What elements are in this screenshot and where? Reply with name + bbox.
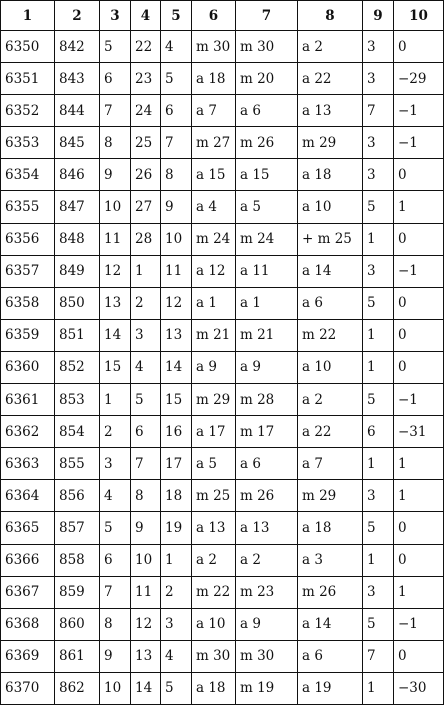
table-cell-col-6: m 22 xyxy=(192,576,236,608)
table-cell-col-6: m 27 xyxy=(192,127,236,159)
table-row xyxy=(1,255,444,287)
table-cell-col-4: 1 xyxy=(131,255,161,287)
table-row xyxy=(1,608,444,640)
table-cell-col-7: a 5 xyxy=(236,191,298,223)
table-cell-col-10: 1 xyxy=(394,191,444,223)
table-cell-col-5: 5 xyxy=(161,63,192,95)
table-cell-col-4: 28 xyxy=(131,223,161,255)
table-cell-col-3: 8 xyxy=(100,127,131,159)
table-cell-col-10: 1 xyxy=(394,480,444,512)
table-cell-col-1: 6363 xyxy=(1,448,55,480)
table-cell-col-6: m 30 xyxy=(192,640,236,672)
table-cell-col-8: a 2 xyxy=(298,31,363,63)
table-row xyxy=(1,512,444,544)
table-cell-col-9: 3 xyxy=(363,576,394,608)
table-cell-col-6: a 18 xyxy=(192,63,236,95)
table-cell-col-1: 6361 xyxy=(1,384,55,416)
table-row xyxy=(1,384,444,416)
table-cell-col-9: 5 xyxy=(363,608,394,640)
table-cell-col-4: 2 xyxy=(131,287,161,319)
table-cell-col-3: 6 xyxy=(100,544,131,576)
table-cell-col-3: 6 xyxy=(100,63,131,95)
table-cell-col-3: 9 xyxy=(100,159,131,191)
table-row xyxy=(1,287,444,319)
table-row xyxy=(1,448,444,480)
table-cell-col-8: m 29 xyxy=(298,480,363,512)
table-row xyxy=(1,159,444,191)
table-row xyxy=(1,640,444,672)
table-cell-col-1: 6355 xyxy=(1,191,55,223)
table-cell-col-2: 846 xyxy=(55,159,100,191)
table-cell-col-1: 6369 xyxy=(1,640,55,672)
table-cell-col-7: a 9 xyxy=(236,608,298,640)
table-cell-col-10: 0 xyxy=(394,319,444,351)
column-header-6: 6 xyxy=(192,1,236,31)
table-cell-col-3: 11 xyxy=(100,223,131,255)
table-cell-col-8: a 18 xyxy=(298,512,363,544)
table-cell-col-3: 12 xyxy=(100,255,131,287)
table-cell-col-6: a 4 xyxy=(192,191,236,223)
table-cell-col-3: 5 xyxy=(100,31,131,63)
table-cell-col-7: a 11 xyxy=(236,255,298,287)
table-cell-col-5: 17 xyxy=(161,448,192,480)
table-cell-col-3: 3 xyxy=(100,448,131,480)
table-cell-col-2: 843 xyxy=(55,63,100,95)
table-cell-col-7: a 2 xyxy=(236,544,298,576)
column-header-9: 9 xyxy=(363,1,394,31)
table-cell-col-6: a 5 xyxy=(192,448,236,480)
table-cell-col-7: m 23 xyxy=(236,576,298,608)
table-cell-col-5: 8 xyxy=(161,159,192,191)
table-cell-col-2: 845 xyxy=(55,127,100,159)
table-cell-col-8: m 22 xyxy=(298,319,363,351)
table-cell-col-4: 25 xyxy=(131,127,161,159)
table-cell-col-8: + m 25 xyxy=(298,223,363,255)
table-cell-col-5: 12 xyxy=(161,287,192,319)
table-cell-col-3: 4 xyxy=(100,480,131,512)
table-cell-col-2: 851 xyxy=(55,319,100,351)
table-cell-col-10: 0 xyxy=(394,512,444,544)
table-cell-col-10: −1 xyxy=(394,95,444,127)
table-cell-col-10: 0 xyxy=(394,159,444,191)
table-cell-col-9: 1 xyxy=(363,544,394,576)
table-cell-col-8: a 10 xyxy=(298,351,363,383)
table-cell-col-9: 7 xyxy=(363,95,394,127)
table-cell-col-5: 1 xyxy=(161,544,192,576)
table-cell-col-5: 10 xyxy=(161,223,192,255)
table-cell-col-7: a 6 xyxy=(236,448,298,480)
table-cell-col-5: 18 xyxy=(161,480,192,512)
table-cell-col-7: m 24 xyxy=(236,223,298,255)
table-cell-col-1: 6367 xyxy=(1,576,55,608)
table-cell-col-8: a 19 xyxy=(298,672,363,704)
table-cell-col-10: −29 xyxy=(394,63,444,95)
column-header-1: 1 xyxy=(1,1,55,31)
table-cell-col-6: m 29 xyxy=(192,384,236,416)
table-cell-col-6: a 10 xyxy=(192,608,236,640)
table-cell-col-9: 3 xyxy=(363,159,394,191)
table-row xyxy=(1,480,444,512)
table-cell-col-2: 860 xyxy=(55,608,100,640)
table-cell-col-1: 6368 xyxy=(1,608,55,640)
table-cell-col-10: 0 xyxy=(394,287,444,319)
table-row xyxy=(1,63,444,95)
table-row xyxy=(1,191,444,223)
table-cell-col-10: −1 xyxy=(394,384,444,416)
table-cell-col-5: 7 xyxy=(161,127,192,159)
table-cell-col-6: m 21 xyxy=(192,319,236,351)
table-cell-col-9: 6 xyxy=(363,416,394,448)
table-cell-col-3: 10 xyxy=(100,191,131,223)
table-row xyxy=(1,672,444,704)
table-cell-col-10: −31 xyxy=(394,416,444,448)
table-cell-col-4: 9 xyxy=(131,512,161,544)
table-row xyxy=(1,416,444,448)
table-cell-col-6: a 18 xyxy=(192,672,236,704)
table-cell-col-10: −1 xyxy=(394,127,444,159)
table-cell-col-7: m 21 xyxy=(236,319,298,351)
table-cell-col-7: m 28 xyxy=(236,384,298,416)
table-cell-col-6: m 24 xyxy=(192,223,236,255)
table-cell-col-9: 1 xyxy=(363,223,394,255)
table-cell-col-8: a 3 xyxy=(298,544,363,576)
table-cell-col-1: 6354 xyxy=(1,159,55,191)
table-cell-col-2: 858 xyxy=(55,544,100,576)
header-row xyxy=(1,1,444,31)
table-cell-col-2: 854 xyxy=(55,416,100,448)
column-header-3: 3 xyxy=(100,1,131,31)
table-cell-col-2: 842 xyxy=(55,31,100,63)
table-cell-col-5: 16 xyxy=(161,416,192,448)
table-cell-col-2: 855 xyxy=(55,448,100,480)
table-cell-col-9: 5 xyxy=(363,384,394,416)
table-cell-col-4: 14 xyxy=(131,672,161,704)
table-cell-col-1: 6351 xyxy=(1,63,55,95)
table-cell-col-1: 6358 xyxy=(1,287,55,319)
table-cell-col-10: 0 xyxy=(394,351,444,383)
table-cell-col-2: 844 xyxy=(55,95,100,127)
table-cell-col-3: 10 xyxy=(100,672,131,704)
table-cell-col-8: a 14 xyxy=(298,608,363,640)
table-cell-col-6: a 9 xyxy=(192,351,236,383)
table-cell-col-1: 6360 xyxy=(1,351,55,383)
table-row xyxy=(1,31,444,63)
table-cell-col-7: m 30 xyxy=(236,31,298,63)
column-header-8: 8 xyxy=(298,1,363,31)
table-cell-col-1: 6350 xyxy=(1,31,55,63)
table-cell-col-4: 7 xyxy=(131,448,161,480)
table-cell-col-3: 7 xyxy=(100,95,131,127)
table-cell-col-9: 5 xyxy=(363,287,394,319)
table-cell-col-5: 6 xyxy=(161,95,192,127)
table-cell-col-6: m 25 xyxy=(192,480,236,512)
table-cell-col-7: a 9 xyxy=(236,351,298,383)
table-cell-col-9: 3 xyxy=(363,480,394,512)
table-cell-col-5: 9 xyxy=(161,191,192,223)
table-header xyxy=(1,1,444,31)
table-cell-col-10: −1 xyxy=(394,255,444,287)
table-cell-col-7: m 19 xyxy=(236,672,298,704)
table-cell-col-3: 2 xyxy=(100,416,131,448)
table-cell-col-3: 8 xyxy=(100,608,131,640)
table-cell-col-6: a 13 xyxy=(192,512,236,544)
table-cell-col-5: 11 xyxy=(161,255,192,287)
table-cell-col-2: 853 xyxy=(55,384,100,416)
table-cell-col-4: 12 xyxy=(131,608,161,640)
column-header-5: 5 xyxy=(161,1,192,31)
table-row xyxy=(1,95,444,127)
table-cell-col-2: 847 xyxy=(55,191,100,223)
table-cell-col-8: a 13 xyxy=(298,95,363,127)
table-cell-col-9: 1 xyxy=(363,319,394,351)
column-header-10: 10 xyxy=(394,1,444,31)
table-cell-col-5: 15 xyxy=(161,384,192,416)
table-cell-col-6: a 2 xyxy=(192,544,236,576)
table-cell-col-3: 14 xyxy=(100,319,131,351)
table-cell-col-10: 1 xyxy=(394,576,444,608)
table-cell-col-1: 6352 xyxy=(1,95,55,127)
table-cell-col-3: 1 xyxy=(100,384,131,416)
table-cell-col-4: 3 xyxy=(131,319,161,351)
table-cell-col-6: a 12 xyxy=(192,255,236,287)
table-cell-col-7: m 26 xyxy=(236,480,298,512)
table-cell-col-4: 5 xyxy=(131,384,161,416)
table-cell-col-5: 4 xyxy=(161,31,192,63)
table-cell-col-4: 4 xyxy=(131,351,161,383)
table-cell-col-3: 7 xyxy=(100,576,131,608)
table-cell-col-5: 4 xyxy=(161,640,192,672)
table-cell-col-1: 6359 xyxy=(1,319,55,351)
table-cell-col-9: 1 xyxy=(363,448,394,480)
table-cell-col-4: 6 xyxy=(131,416,161,448)
table-cell-col-7: a 6 xyxy=(236,95,298,127)
table-cell-col-9: 7 xyxy=(363,640,394,672)
table-cell-col-8: a 6 xyxy=(298,287,363,319)
table-cell-col-1: 6362 xyxy=(1,416,55,448)
table-cell-col-10: 1 xyxy=(394,448,444,480)
table-row xyxy=(1,544,444,576)
table-cell-col-4: 10 xyxy=(131,544,161,576)
table-cell-col-3: 15 xyxy=(100,351,131,383)
table-cell-col-7: a 1 xyxy=(236,287,298,319)
table-row xyxy=(1,576,444,608)
table-cell-col-9: 5 xyxy=(363,191,394,223)
table-cell-col-8: a 10 xyxy=(298,191,363,223)
table-cell-col-4: 23 xyxy=(131,63,161,95)
table-cell-col-6: m 30 xyxy=(192,31,236,63)
table-cell-col-9: 3 xyxy=(363,255,394,287)
table-cell-col-6: a 7 xyxy=(192,95,236,127)
table-cell-col-7: m 30 xyxy=(236,640,298,672)
table-cell-col-10: −1 xyxy=(394,608,444,640)
table-cell-col-8: a 2 xyxy=(298,384,363,416)
table-cell-col-8: a 14 xyxy=(298,255,363,287)
table-cell-col-4: 24 xyxy=(131,95,161,127)
table-cell-col-7: a 15 xyxy=(236,159,298,191)
table-row xyxy=(1,127,444,159)
table-cell-col-7: m 26 xyxy=(236,127,298,159)
table-cell-col-7: a 13 xyxy=(236,512,298,544)
table-cell-col-2: 850 xyxy=(55,287,100,319)
table-cell-col-2: 857 xyxy=(55,512,100,544)
table-cell-col-2: 861 xyxy=(55,640,100,672)
table-cell-col-10: 0 xyxy=(394,223,444,255)
table-cell-col-8: a 22 xyxy=(298,416,363,448)
table-cell-col-4: 27 xyxy=(131,191,161,223)
table-cell-col-4: 13 xyxy=(131,640,161,672)
table-cell-col-7: m 17 xyxy=(236,416,298,448)
table-cell-col-4: 11 xyxy=(131,576,161,608)
table-cell-col-8: a 6 xyxy=(298,640,363,672)
table-cell-col-8: a 22 xyxy=(298,63,363,95)
table-cell-col-2: 859 xyxy=(55,576,100,608)
table-cell-col-8: a 7 xyxy=(298,448,363,480)
table-cell-col-10: 0 xyxy=(394,640,444,672)
table-cell-col-8: m 29 xyxy=(298,127,363,159)
table-cell-col-9: 1 xyxy=(363,351,394,383)
table-cell-col-2: 848 xyxy=(55,223,100,255)
table-cell-col-2: 849 xyxy=(55,255,100,287)
table-row xyxy=(1,223,444,255)
table-cell-col-5: 19 xyxy=(161,512,192,544)
table-cell-col-3: 5 xyxy=(100,512,131,544)
table-row xyxy=(1,351,444,383)
table-row xyxy=(1,319,444,351)
table-cell-col-9: 1 xyxy=(363,672,394,704)
table-cell-col-5: 14 xyxy=(161,351,192,383)
table-cell-col-1: 6365 xyxy=(1,512,55,544)
table-cell-col-5: 13 xyxy=(161,319,192,351)
table-cell-col-10: 0 xyxy=(394,31,444,63)
table-cell-col-1: 6356 xyxy=(1,223,55,255)
table-cell-col-8: a 18 xyxy=(298,159,363,191)
table-cell-col-9: 3 xyxy=(363,127,394,159)
column-header-2: 2 xyxy=(55,1,100,31)
table-cell-col-6: a 17 xyxy=(192,416,236,448)
table-cell-col-2: 852 xyxy=(55,351,100,383)
column-header-4: 4 xyxy=(131,1,161,31)
table-body xyxy=(1,31,444,705)
table-cell-col-1: 6370 xyxy=(1,672,55,704)
table-cell-col-2: 856 xyxy=(55,480,100,512)
table-cell-col-10: −30 xyxy=(394,672,444,704)
table-cell-col-2: 862 xyxy=(55,672,100,704)
table-cell-col-3: 9 xyxy=(100,640,131,672)
table-cell-col-5: 2 xyxy=(161,576,192,608)
table-cell-col-1: 6366 xyxy=(1,544,55,576)
table-cell-col-4: 26 xyxy=(131,159,161,191)
table-cell-col-7: m 20 xyxy=(236,63,298,95)
table-cell-col-4: 8 xyxy=(131,480,161,512)
table-cell-col-6: a 15 xyxy=(192,159,236,191)
table-cell-col-5: 5 xyxy=(161,672,192,704)
table-cell-col-1: 6357 xyxy=(1,255,55,287)
table-cell-col-6: a 1 xyxy=(192,287,236,319)
table-cell-col-1: 6364 xyxy=(1,480,55,512)
table-cell-col-1: 6353 xyxy=(1,127,55,159)
table-cell-col-8: m 26 xyxy=(298,576,363,608)
table-cell-col-10: 0 xyxy=(394,544,444,576)
table-cell-col-3: 13 xyxy=(100,287,131,319)
table-cell-col-5: 3 xyxy=(161,608,192,640)
column-header-7: 7 xyxy=(236,1,298,31)
table-cell-col-9: 3 xyxy=(363,31,394,63)
table-cell-col-9: 3 xyxy=(363,63,394,95)
table-cell-col-4: 22 xyxy=(131,31,161,63)
table-cell-col-9: 5 xyxy=(363,512,394,544)
